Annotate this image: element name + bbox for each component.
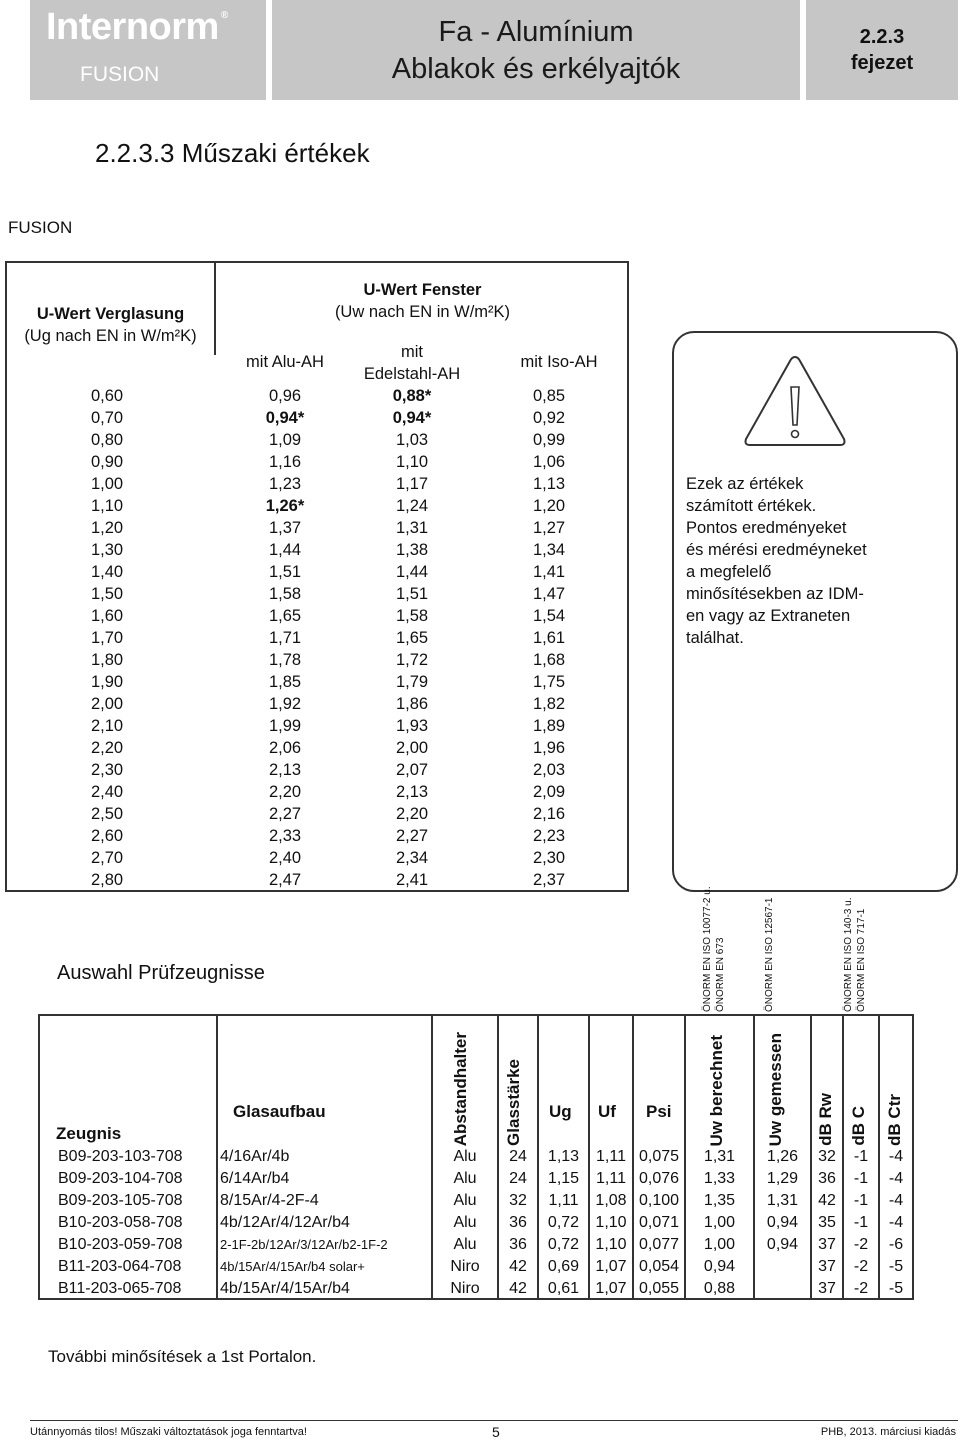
warning-text-line: Pontos eredményeket <box>686 519 847 537</box>
test-cell: 1,10 <box>595 1214 627 1231</box>
test-cell: Alu <box>453 1148 477 1165</box>
uvalue-cell: 2,40 <box>268 849 302 867</box>
norm-gemessen: ÖNORM EN ISO 12567-1 <box>764 897 775 1012</box>
uvalue-row <box>7 738 627 760</box>
test-cell: 1,10 <box>595 1236 627 1253</box>
product-name: FUSION <box>8 218 73 237</box>
test-cell: 4b/12Ar/4/12Ar/b4 <box>220 1214 350 1231</box>
test-cell: -4 <box>888 1192 904 1209</box>
test-cell: 35 <box>818 1214 836 1231</box>
uvalue-cell: 0,94* <box>392 409 432 427</box>
chapter-number: 2.2.3 <box>859 26 905 48</box>
uvalue-row <box>7 496 627 518</box>
test-cell: 4b/15Ar/4/15Ar/b4 <box>220 1280 350 1297</box>
test-cell: 32 <box>818 1148 836 1165</box>
uvalue-cell: 1,70 <box>90 629 124 647</box>
uvalue-row <box>7 760 627 782</box>
uvalue-cell: 1,80 <box>90 651 124 669</box>
uvalue-cell: 1,38 <box>395 541 429 559</box>
header-psi: Psi <box>646 1102 672 1121</box>
uvalue-cell: 1,44 <box>395 563 429 581</box>
header-zeugnis: Zeugnis <box>56 1124 122 1143</box>
test-cell: 1,35 <box>703 1192 736 1209</box>
uvalue-row <box>7 452 627 474</box>
chapter-block <box>806 0 958 100</box>
norm-berechnet-2: ÖNORM EN 673 <box>715 937 726 1012</box>
uvalue-cell: 1,90 <box>90 673 124 691</box>
uvalue-cell: 1,92 <box>268 695 302 713</box>
uvalue-cell: 0,70 <box>90 409 124 427</box>
uvalue-row <box>7 826 627 848</box>
test-cell: 37 <box>818 1280 836 1297</box>
test-cell: 2-1F-2b/12Ar/3/12Ar/b2-1F-2 <box>220 1237 388 1252</box>
test-cell: 36 <box>818 1170 836 1187</box>
uvalue-cell: 2,30 <box>90 761 124 779</box>
test-cell: 36 <box>509 1214 527 1231</box>
norm-berechnet-1: ÖNORM EN ISO 10077-2 u. <box>702 886 713 1012</box>
uvalue-cell: 2,13 <box>395 783 429 801</box>
uvalue-cell: 2,30 <box>532 849 566 867</box>
uvalue-cell: 0,85 <box>532 387 566 405</box>
uvalue-row <box>7 628 627 650</box>
uvalue-cell: 0,96 <box>268 387 302 405</box>
uvalue-cell: 1,51 <box>268 563 302 581</box>
uvalue-cell: 1,54 <box>532 607 566 625</box>
test-cell: 24 <box>509 1170 527 1187</box>
uvalue-cell: 2,06 <box>268 739 302 757</box>
brand-block <box>30 0 266 100</box>
uvalue-row <box>7 716 627 738</box>
uvalue-row <box>7 386 627 408</box>
uvalue-cell: 1,58 <box>395 607 429 625</box>
uvalue-row <box>7 562 627 584</box>
test-cell: 1,31 <box>766 1192 799 1209</box>
header-glasaufbau: Glasaufbau <box>233 1102 326 1121</box>
uvalue-cell: 1,47 <box>532 585 566 603</box>
test-cell: -2 <box>853 1236 869 1253</box>
uvalue-cell: 2,16 <box>532 805 566 823</box>
test-cell: 6/14Ar/b4 <box>220 1170 290 1187</box>
uvalue-cell: 0,94* <box>265 409 305 427</box>
uvalue-cell: 1,89 <box>532 717 566 735</box>
norm-sound-2: ÖNORM EN ISO 717-1 <box>856 908 867 1012</box>
test-cell: 1,07 <box>595 1258 627 1275</box>
test-cell: 1,08 <box>595 1192 627 1209</box>
test-cell: 4b/15Ar/4/15Ar/b4 solar+ <box>220 1259 365 1274</box>
uvalue-row <box>7 408 627 430</box>
uvalue-rows <box>7 386 627 892</box>
test-cell: 1,29 <box>766 1170 799 1187</box>
uvalue-row <box>7 518 627 540</box>
uvalue-cell: 1,44 <box>268 541 302 559</box>
test-cell: 42 <box>818 1192 836 1209</box>
header-uf: Uf <box>598 1102 616 1121</box>
footer-right: PHB, 2013. márciusi kiadás <box>820 1426 956 1438</box>
test-cell: -1 <box>853 1192 869 1209</box>
header-abstandhalter: Abstandhalter <box>451 1031 470 1146</box>
uvalue-cell: 1,78 <box>268 651 302 669</box>
test-row <box>40 1146 912 1168</box>
header-db-ctr: dB Ctr <box>885 1094 904 1146</box>
uvalue-cell: 1,93 <box>395 717 429 735</box>
test-cell: 37 <box>818 1258 836 1275</box>
uvalue-cell: 1,31 <box>395 519 429 537</box>
test-cell: 8/15Ar/4-2F-4 <box>220 1192 319 1209</box>
uvalue-row <box>7 584 627 606</box>
uvalue-glazing-header: U-Wert Verglasung (Ug nach EN in W/m²K) <box>24 305 197 345</box>
footer-left: Utánnyomás tilos! Műszaki változtatások joga fenntartva! <box>30 1426 307 1438</box>
test-cell: -4 <box>888 1214 904 1231</box>
uvalue-cell: 1,10 <box>395 453 429 471</box>
uvalue-cell: 1,10 <box>90 497 124 515</box>
warning-text-line: és mérési eredméyneket <box>686 541 867 559</box>
test-cell: -1 <box>853 1148 869 1165</box>
tests-title: Auswahl Prüfzeugnisse <box>57 962 265 984</box>
test-cell: 0,61 <box>547 1280 580 1297</box>
uvalue-row <box>7 870 627 892</box>
uvalue-row <box>7 804 627 826</box>
test-cell: -1 <box>853 1214 869 1231</box>
uvalue-row <box>7 540 627 562</box>
uvalue-cell: 1,17 <box>395 475 429 493</box>
test-cell: -4 <box>888 1148 904 1165</box>
test-cell: 0,69 <box>547 1258 580 1275</box>
uvalue-cell: 2,23 <box>532 827 566 845</box>
uvalue-table <box>5 261 629 892</box>
uvalue-row <box>7 672 627 694</box>
uvalue-cell: 1,82 <box>532 695 566 713</box>
page-number: 5 <box>492 1424 500 1440</box>
test-cell: 1,11 <box>596 1170 626 1187</box>
header-db-c: dB C <box>849 1106 868 1146</box>
test-cell: 0,72 <box>547 1236 580 1253</box>
test-cell: 24 <box>509 1148 527 1165</box>
header-ug: Ug <box>549 1102 572 1121</box>
uvalue-cell: 2,70 <box>90 849 124 867</box>
test-cell: Alu <box>453 1192 477 1209</box>
uvalue-cell: 2,27 <box>395 827 429 845</box>
subheader-edelstahl-1: mit <box>401 343 423 361</box>
test-cell: 1,13 <box>547 1148 580 1165</box>
uvalue-row <box>7 474 627 496</box>
footer-divider <box>30 1420 958 1421</box>
subheader-edelstahl-2: Edelstahl-AH <box>363 365 461 383</box>
test-cell: 36 <box>509 1236 527 1253</box>
test-cell: 0,100 <box>638 1192 680 1209</box>
uvalue-cell: 1,72 <box>395 651 429 669</box>
uvalue-cell: 1,96 <box>532 739 566 757</box>
test-cell: -4 <box>888 1170 904 1187</box>
uvalue-cell: 2,03 <box>532 761 566 779</box>
test-cell: 0,076 <box>638 1170 680 1187</box>
uvalue-cell: 1,50 <box>90 585 124 603</box>
uvalue-row <box>7 782 627 804</box>
test-cell: Alu <box>453 1236 477 1253</box>
subheader-alu: mit Alu-AH <box>246 353 324 371</box>
uvalue-cell: 2,60 <box>90 827 124 845</box>
uvalue-cell: 2,20 <box>90 739 124 757</box>
uvalue-cell: 1,16 <box>268 453 302 471</box>
product-line: FUSION <box>80 63 160 86</box>
uvalue-cell: 1,75 <box>532 673 566 691</box>
header-uw-gemessen: Uw gemessen <box>766 1032 785 1146</box>
uvalue-cell: 1,41 <box>532 563 566 581</box>
uvalue-row <box>7 694 627 716</box>
uvalue-cell: 1,09 <box>268 431 302 449</box>
uvalue-cell: 2,09 <box>532 783 566 801</box>
uvalue-cell: 2,00 <box>395 739 429 757</box>
header-title-line1: Fa - Alumínium <box>438 16 634 48</box>
uvalue-row <box>7 848 627 870</box>
uvalue-cell: 0,88* <box>392 387 432 405</box>
uvalue-cell: 2,80 <box>90 871 124 889</box>
test-cell: 1,07 <box>595 1280 627 1297</box>
test-cell: 0,077 <box>638 1236 680 1253</box>
uvalue-cell: 2,50 <box>90 805 124 823</box>
uvalue-cell: 1,40 <box>90 563 124 581</box>
uvalue-cell: 2,40 <box>90 783 124 801</box>
test-cell: B09-203-104-708 <box>58 1170 183 1187</box>
section-title: 2.2.3.3 Műszaki értékek <box>95 138 370 168</box>
test-cell: B09-203-103-708 <box>58 1148 183 1165</box>
warning-text-line: Ezek az értékek <box>686 475 804 493</box>
uvalue-cell: 1,61 <box>532 629 566 647</box>
test-cell: B09-203-105-708 <box>58 1192 183 1209</box>
uvalue-cell: 1,79 <box>395 673 429 691</box>
uvalue-cell: 1,30 <box>90 541 124 559</box>
uvalue-cell: 0,90 <box>90 453 124 471</box>
test-cell: 0,94 <box>766 1214 799 1231</box>
uvalue-cell: 2,20 <box>268 783 302 801</box>
uvalue-cell: 2,47 <box>268 871 302 889</box>
test-cell: Niro <box>450 1258 480 1275</box>
uvalue-window-header: U-Wert Fenster (Uw nach EN in W/m²K) <box>334 281 511 321</box>
test-row <box>40 1234 912 1256</box>
uvalue-cell: 2,34 <box>395 849 429 867</box>
uvalue-cell: 1,24 <box>395 497 429 515</box>
test-cell: 42 <box>509 1280 527 1297</box>
uvalue-cell: 1,60 <box>90 607 124 625</box>
test-cell: -2 <box>853 1280 869 1297</box>
uvalue-cell: 0,60 <box>90 387 124 405</box>
header-uw-berechnet: Uw berechnet <box>707 1034 726 1146</box>
test-cell: B10-203-059-708 <box>58 1236 183 1253</box>
header-title-block <box>272 0 800 100</box>
uvalue-row <box>7 430 627 452</box>
test-row <box>40 1256 912 1278</box>
warning-text-line: en vagy az Extraneten <box>686 607 851 625</box>
test-cell: 0,054 <box>638 1258 680 1275</box>
uvalue-cell: 1,23 <box>268 475 302 493</box>
header-glasstaerke: Glasstärke <box>504 1059 523 1146</box>
test-cell: B11-203-065-708 <box>58 1280 182 1297</box>
uvalue-cell: 2,10 <box>90 717 124 735</box>
warning-text-line: minősítésekben az IDM- <box>686 585 864 603</box>
header-title-line2: Ablakok és erkélyajtók <box>391 53 681 85</box>
warning-box <box>672 331 958 892</box>
uvalue-cell: 1,68 <box>532 651 566 669</box>
uvalue-cell: 1,71 <box>268 629 302 647</box>
test-cell: -5 <box>888 1258 904 1275</box>
test-cell: B11-203-064-708 <box>58 1258 182 1275</box>
uvalue-cell: 0,80 <box>90 431 124 449</box>
test-cell: -1 <box>853 1170 869 1187</box>
uvalue-cell: 2,27 <box>268 805 302 823</box>
uvalue-cell: 1,06 <box>532 453 566 471</box>
test-cell: 1,15 <box>547 1170 580 1187</box>
test-cell: 37 <box>818 1236 836 1253</box>
test-cell: 1,31 <box>703 1148 736 1165</box>
uvalue-cell: 1,20 <box>90 519 124 537</box>
uvalue-cell: 2,20 <box>395 805 429 823</box>
uvalue-cell: 2,00 <box>90 695 124 713</box>
test-cell: B10-203-058-708 <box>58 1214 183 1231</box>
test-cell: 32 <box>509 1192 527 1209</box>
tests-table <box>38 1014 914 1300</box>
uvalue-cell: 0,99 <box>532 431 566 449</box>
test-cell: -6 <box>888 1236 904 1253</box>
test-cell: 1,33 <box>703 1170 736 1187</box>
test-cell: 0,72 <box>547 1214 580 1231</box>
brand-logo: Internorm ® <box>46 6 228 48</box>
test-cell: -2 <box>853 1258 869 1275</box>
test-row <box>40 1278 912 1300</box>
test-cell: 0,94 <box>703 1258 736 1275</box>
uvalue-cell: 1,03 <box>395 431 429 449</box>
test-row <box>40 1212 912 1234</box>
test-cell: 0,94 <box>766 1236 799 1253</box>
uvalue-row <box>7 606 627 628</box>
uvalue-cell: 1,20 <box>532 497 566 515</box>
test-row <box>40 1168 912 1190</box>
test-cell: 42 <box>509 1258 527 1275</box>
uvalue-cell: 2,33 <box>268 827 302 845</box>
test-cell: 0,88 <box>703 1280 736 1297</box>
chapter-label: fejezet <box>850 52 914 74</box>
uvalue-cell: 1,65 <box>395 629 429 647</box>
test-cell: 1,26 <box>766 1148 799 1165</box>
uvalue-cell: 0,92 <box>532 409 566 427</box>
uvalue-cell: 1,99 <box>268 717 302 735</box>
norm-sound-1: ÖNORM EN ISO 140-3 u. <box>843 897 854 1012</box>
uvalue-cell: 1,85 <box>268 673 302 691</box>
uvalue-cell: 1,00 <box>90 475 124 493</box>
warning-text-line: számított értékek. <box>686 497 817 515</box>
warning-text-line: találhat. <box>686 629 744 647</box>
uvalue-cell: 1,51 <box>395 585 429 603</box>
warning-text-line: a megfelelő <box>686 563 772 581</box>
warning-text <box>686 473 948 649</box>
more-certifications-text: További minősítések a 1st Portalon. <box>48 1347 317 1366</box>
test-cell: -5 <box>888 1280 904 1297</box>
test-cell: Alu <box>453 1170 477 1187</box>
uvalue-cell: 1,58 <box>268 585 302 603</box>
uvalue-row <box>7 650 627 672</box>
header-db-rw: dB Rw <box>816 1093 835 1146</box>
warning-triangle-icon <box>740 351 850 451</box>
test-cell: 4/16Ar/4b <box>220 1148 290 1165</box>
test-cell: 1,00 <box>703 1214 736 1231</box>
uvalue-cell: 1,27 <box>532 519 566 537</box>
uvalue-cell: 2,37 <box>532 871 566 889</box>
test-cell: 1,11 <box>596 1148 626 1165</box>
uvalue-cell: 1,26* <box>265 497 305 515</box>
test-cell: 0,055 <box>638 1280 680 1297</box>
uvalue-cell: 2,13 <box>268 761 302 779</box>
test-row <box>40 1190 912 1212</box>
test-cell: Alu <box>453 1214 477 1231</box>
uvalue-cell: 2,07 <box>395 761 429 779</box>
uvalue-cell: 1,65 <box>268 607 302 625</box>
subheader-iso: mit Iso-AH <box>520 353 598 371</box>
test-cell: 0,075 <box>638 1148 680 1165</box>
uvalue-cell: 1,86 <box>395 695 429 713</box>
uvalue-cell: 2,41 <box>395 871 429 889</box>
uvalue-cell: 1,37 <box>268 519 302 537</box>
test-cell: 1,00 <box>703 1236 736 1253</box>
test-cell: 0,071 <box>638 1214 680 1231</box>
uvalue-cell: 1,34 <box>532 541 566 559</box>
test-cell: 1,11 <box>548 1192 579 1209</box>
uvalue-cell: 1,13 <box>532 475 566 493</box>
test-cell: Niro <box>450 1280 480 1297</box>
